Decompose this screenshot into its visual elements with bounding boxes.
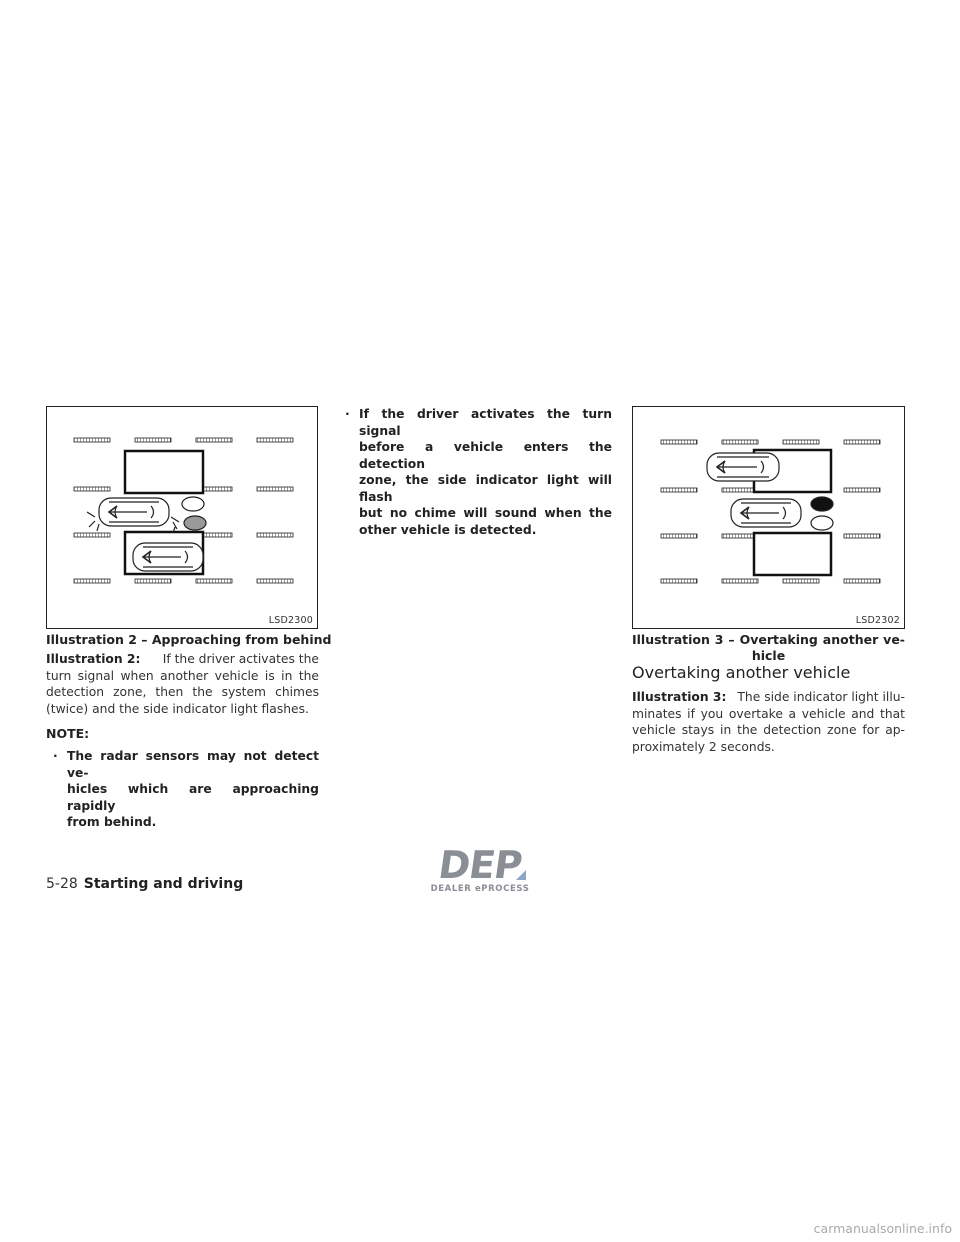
bullet-dot: ·: [53, 749, 58, 763]
bullet-line: If the driver activates the turn signal: [359, 407, 612, 438]
caption-line: hicle: [751, 648, 786, 663]
section-name: Starting and driving: [83, 876, 244, 892]
paragraph-line: turn signal when another vehicle is in the: [46, 668, 319, 683]
page-footer: [46, 876, 243, 892]
bullet-line: zone, the side indicator light will flash: [359, 473, 612, 504]
illustration-3-paragraph: [632, 689, 905, 755]
bullet-line: before a vehicle enters the detection: [359, 440, 612, 471]
paragraph-label: Illustration 2:: [46, 652, 141, 666]
illustration-3-caption: [632, 632, 905, 664]
logo-subtext: DEALER ePROCESS: [430, 884, 530, 894]
paragraph-line: vehicle stays in the detection zone for ap-: [632, 723, 905, 737]
illustration-2-drawing: [47, 407, 319, 630]
bullet-line: but no chime will sound when the: [359, 506, 612, 520]
paragraph-line: The side indicator light illu-: [737, 690, 905, 704]
indicator-light-off: [811, 516, 833, 530]
adjacent-vehicle: [133, 543, 203, 571]
middle-bullet: [345, 406, 612, 538]
dealer-logo: [418, 843, 542, 894]
detection-zone-left: [125, 451, 203, 493]
bullet-line: The radar sensors may not detect ve-: [67, 749, 319, 780]
watermark: carmanualsonline.info: [813, 1221, 952, 1236]
paragraph-line: proximately 2 seconds.: [632, 739, 775, 754]
logo-mark: DEP: [435, 843, 525, 887]
indicator-light-flashing: [184, 516, 206, 530]
illustration-3-figure: [632, 406, 905, 629]
indicator-light-off: [182, 497, 204, 511]
illustration-2-paragraph: [46, 651, 319, 717]
illustration-3-drawing: [633, 407, 906, 630]
paragraph-line: detection zone, then the system chimes: [46, 685, 319, 699]
note-bullet: [53, 748, 319, 831]
page-number: 5-28: [46, 876, 78, 892]
figure-code: LSD2302: [855, 615, 900, 626]
bullet-dot: ·: [345, 407, 350, 421]
illustration-2-figure: [46, 406, 318, 629]
figure-code: LSD2300: [268, 615, 313, 626]
bullet-line: from behind.: [67, 815, 157, 829]
logo-accent: [516, 870, 526, 880]
illustration-2-caption: Illustration 2 – Approaching from behind: [46, 632, 332, 647]
note-label: NOTE:: [46, 726, 90, 741]
paragraph-line: minates if you overtake a vehicle and that: [632, 706, 905, 721]
own-vehicle: [731, 499, 801, 527]
approaching-vehicle: [99, 498, 169, 526]
paragraph-label: Illustration 3:: [632, 690, 727, 704]
detection-zone-right: [754, 533, 831, 575]
caption-line: Illustration 3 – Overtaking another ve-: [632, 632, 905, 647]
bullet-line: other vehicle is detected.: [359, 522, 537, 537]
paragraph-line: If the driver activates the: [162, 652, 319, 666]
overtaken-vehicle: [707, 453, 779, 481]
paragraph-line: (twice) and the side indicator light flashes.: [46, 701, 309, 716]
bullet-line: hicles which are approaching rapidly: [67, 782, 319, 813]
indicator-light-on: [811, 497, 833, 511]
section-heading: Overtaking another vehicle: [632, 663, 851, 682]
